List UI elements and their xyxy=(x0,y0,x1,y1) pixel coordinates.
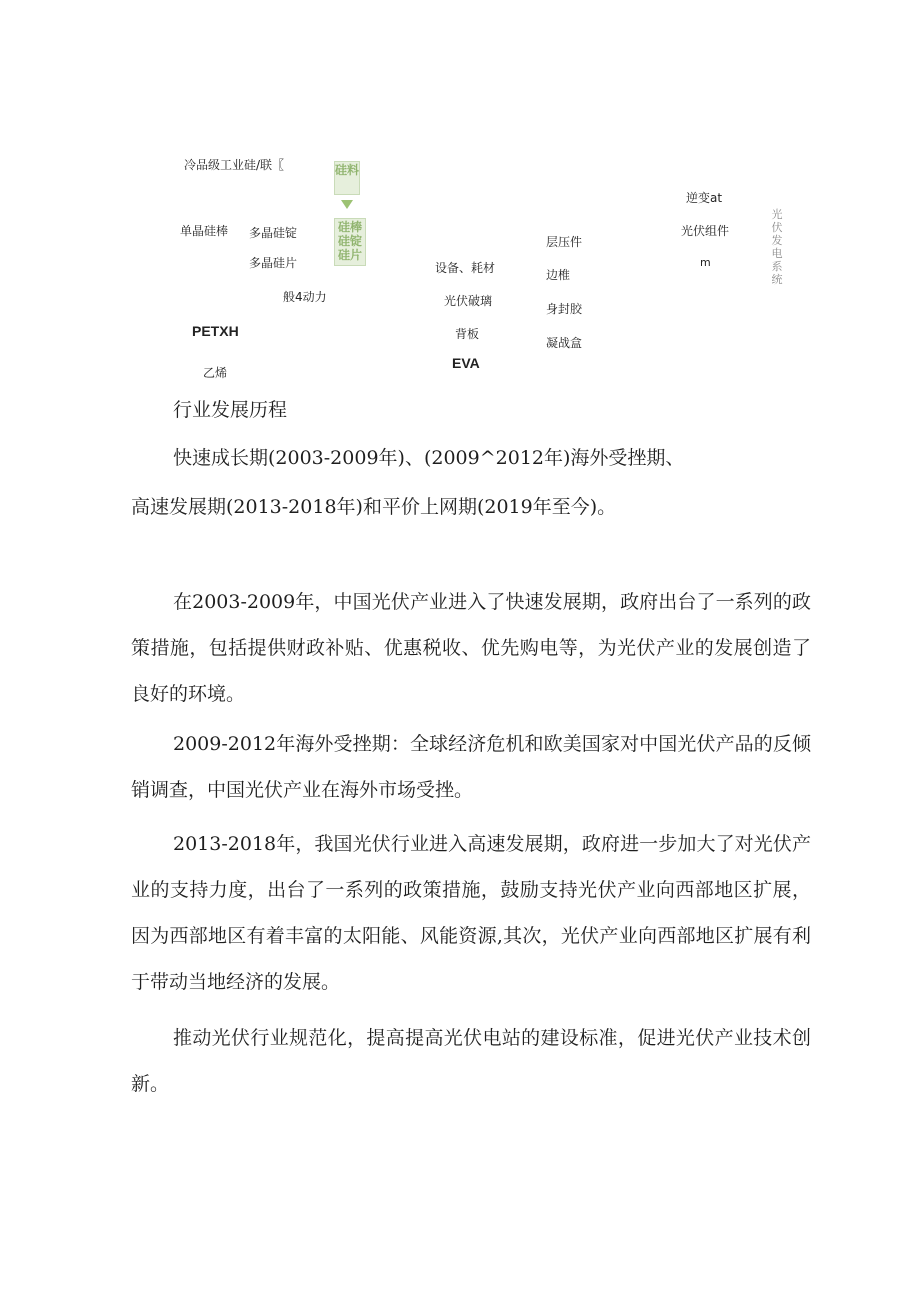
eva-label: EVA xyxy=(452,356,480,368)
junction-box-label: 凝战盒 xyxy=(546,336,583,350)
down-arrow-icon xyxy=(341,200,353,209)
laminate-label: 层压件 xyxy=(546,235,583,249)
ethylene-label: 乙烯 xyxy=(203,366,228,380)
paragraph-3: 2013-2018年，我国光伏行业进入高速发展期，政府进一步加大了对光伏产业的支持力度，出台了一系列的政策措施，鼓励支持光伏产业向西部地区扩展，因为西部地区有着丰富的太阳能、风能资源,其次，光伏产业向西部地区扩展有利于带动当地经济的发展。 xyxy=(131,833,811,993)
paragraph-4: 推动光伏行业规范化，提高提高光伏电站的建设标准，促进光伏产业技术创新。 xyxy=(131,1027,811,1095)
summary-line-2: 高速发展期(2013-2018年)和平价上网期(2019年至今)。 xyxy=(131,496,617,518)
summary-line-1: 快速成长期(2003-2009年)、(2009^2012年)海外受挫期、 xyxy=(173,447,685,469)
mono-ingot-label: 单晶硅棒 xyxy=(180,224,229,238)
multi-wafer-label: 多晶硅片 xyxy=(249,256,298,270)
backsheet-label: 背板 xyxy=(455,327,480,341)
raw-material-label: 冷品级工业硅/联〖 xyxy=(184,158,285,172)
multi-ingot-label: 多晶硅锭 xyxy=(249,226,298,240)
pv-glass-label: 光伏破璃 xyxy=(444,294,493,308)
misc-label: m xyxy=(700,256,711,269)
petxh-label: PETXH xyxy=(192,323,239,339)
stage-ingot-wafer: 硅棒硅锭硅片 xyxy=(334,218,366,266)
pv-module-label: 光伏组件 xyxy=(681,224,730,238)
sealant-label: 身封胶 xyxy=(546,302,583,316)
paragraph-1: 在2003-2009年，中国光伏产业进入了快速发展期，政府出台了一系列的政策措施，包括提供财政补贴、优惠税收、优先购电等，为光伏产业的发展创造了良好的环境。 xyxy=(131,591,811,705)
frame-label: 边椎 xyxy=(546,268,571,282)
paragraph-2: 2009-2012年海外受挫期：全球经济危机和欧美国家对中国光伏产品的反倾销调查，中国光伏产业在海外市场受挫。 xyxy=(131,733,811,801)
stage-silicon-material: 硅料 xyxy=(334,161,360,195)
inverter-label: 逆变at xyxy=(686,191,723,205)
pv-system-label: 光伏发电系统 xyxy=(771,208,783,286)
cell-label: 般4动力 xyxy=(283,290,327,304)
section-title: 行业发展历程 xyxy=(173,399,288,421)
equipment-label: 设备、耗材 xyxy=(435,261,496,275)
